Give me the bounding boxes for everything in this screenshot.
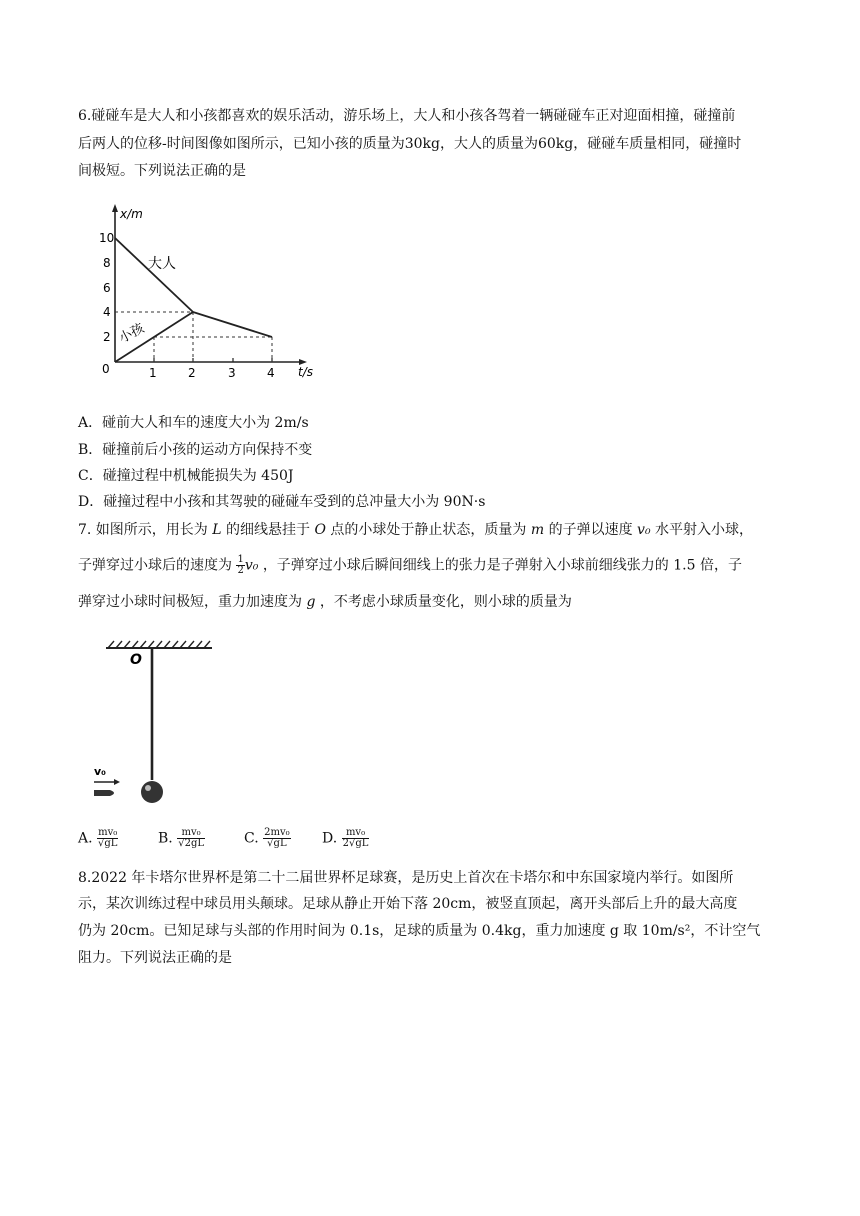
q7-l1-b: 的细线悬挂于 [226,522,311,538]
adult-line-before [115,238,193,312]
ceiling-hatch [108,641,210,648]
label-v0: v₀ [94,765,106,778]
q6-text-line-3: 间极短。下列说法正确的是 [78,163,246,179]
q7-l2-a: 子弹穿过小球后的速度为 [78,557,232,574]
q7-opt-c-num: 2mv₀ [264,827,290,838]
y-tick-8: 8 [103,256,111,270]
ball-highlight [145,785,151,791]
q6-text-line-1: 6.碰碰车是大人和小孩都喜欢的娱乐活动，游乐场上，大人和小孩各驾着一辆碰碰车正对迎面相撞，碰撞前 [78,108,736,124]
q6-option-b: B．碰撞前后小孩的运动方向保持不变 [78,442,313,458]
q7-l2-b: ，子弹穿过小球后瞬间细线上的张力是子弹射入小球前细线张力的 1.5 倍，子 [262,557,742,574]
q7-l3-b: ，不考虑小球质量变化，则小球的质量为 [319,594,572,610]
q8-text-line-1: 8.2022 年卡塔尔世界杯是第二十二届世界杯足球赛，是历史上首次在卡塔尔和中东国家境内举行。如图所 [78,870,734,886]
q7-opt-b-num: mv₀ [177,828,205,839]
y-tick-4: 4 [103,305,111,319]
q7-opt-b-label: B. [158,830,173,847]
q7-opt-b-den: √2gL [178,838,204,849]
x-axis-label: t/s [298,365,313,379]
q7-pendulum-figure [88,632,228,812]
q7-opt-a-frac [97,828,118,849]
pendulum-ball [141,781,163,803]
y-tick-6: 6 [103,281,111,295]
q7-option-b [158,828,205,849]
q8-text-line-2: 示，某次训练过程中球员用头颠球。足球从静止开始下落 20cm，被竖直顶起，离开头部后上升的最大高度 [78,896,738,912]
q7-l1-d: 的子弹以速度 [548,522,633,538]
q7-opt-a-num: mv₀ [98,827,118,838]
x-tick-3: 3 [228,366,236,380]
x-tick-1: 1 [149,366,157,380]
q7-var-v0: v₀ [637,522,651,538]
q7-opt-c-den: √gL [267,838,287,849]
q7-half-fraction [236,555,244,576]
q7-opt-d-den: 2√gL [342,838,369,849]
q7-l1-c: 点的小球处于静止状态，质量为 [330,522,527,538]
q7-var-g: g [306,594,316,610]
q7-opt-a-den: √gL [98,838,118,849]
q6-option-d: D．碰撞过程中小孩和其驾驶的碰碰车受到的总冲量大小为 90N·s [78,494,486,510]
x-tick-4: 4 [267,366,275,380]
label-O: O [130,652,142,668]
velocity-arrowhead [114,779,120,785]
q8-text-line-3: 仍为 20cm。已知足球与头部的作用时间为 0.1s，足球的质量为 0.4kg，重力加速度 g 取 10m/s²，不计空气 [78,923,761,939]
q7-var-L: L [212,522,222,538]
y-tick-2: 2 [103,330,111,344]
q7-opt-a-label: A. [78,830,93,847]
q7-var-O: O [314,522,326,538]
q7-opt-d-label: D. [322,830,338,847]
q7-pendulum-svg [88,632,228,812]
q7-text-line-2 [78,555,742,576]
q8-text-line-4: 阻力。下列说法正确的是 [78,950,232,966]
q6-position-time-graph [96,196,346,402]
label-child: 小孩 [116,321,147,347]
q7-var-m: m [530,522,545,538]
y-axis-label: x/m [120,207,143,221]
q7-l1-a: 7. 如图所示，用长为 [78,522,208,538]
q7-l1-e: 水平射入小球， [655,522,754,538]
x-tick-2: 2 [188,366,196,380]
q6-text-line-2: 后两人的位移-时间图像如图所示，已知小孩的质量为30kg，大人的质量为60kg，碰碰车质量相同，碰撞时 [78,136,742,152]
q6-option-a: A．碰前大人和车的速度大小为 2m/s [78,415,309,431]
q7-half-den: 2 [237,565,244,576]
q7-opt-d-num: mv₀ [342,828,370,839]
q7-opt-b-frac [177,828,205,849]
q7-opt-c-label: C. [244,830,259,847]
q7-opt-d-frac [342,828,370,849]
label-adult: 大人 [148,256,176,272]
q7-l2-v0: v₀ [244,557,259,574]
q7-opt-c-frac [263,828,291,849]
q7-text-line-3 [78,592,572,612]
y-axis-arrow [112,204,118,212]
q6-graph-svg [96,196,346,402]
q7-option-a [78,828,118,849]
q7-text-line-1 [78,520,753,540]
y-tick-10: 10 [99,231,115,245]
y-tick-0: 0 [102,362,110,376]
q7-half-num: 1 [237,554,244,565]
q7-option-c [244,828,291,849]
bullet [94,790,114,796]
q7-option-d [322,828,369,849]
q6-option-c: C．碰撞过程中机械能损失为 450J [78,468,294,484]
q7-l3-a: 弹穿过小球时间极短，重力加速度为 [78,594,302,610]
line-after-collision [193,312,272,337]
